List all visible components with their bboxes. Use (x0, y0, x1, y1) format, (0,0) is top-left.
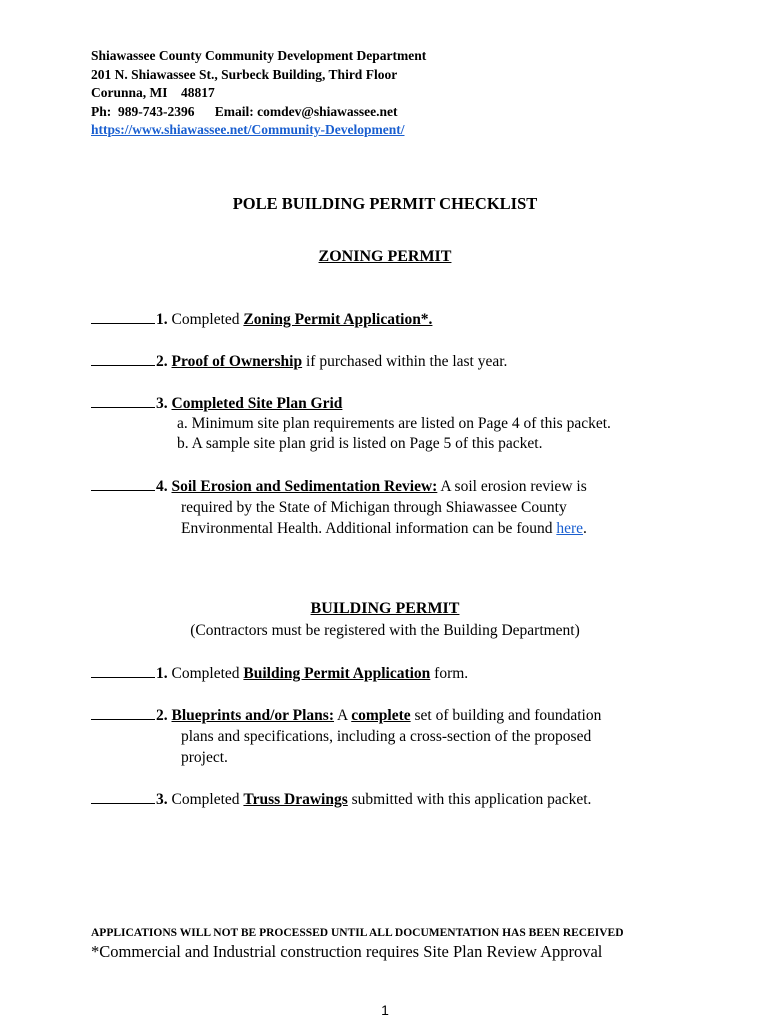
truss-drawings-link[interactable]: Truss Drawings (243, 791, 348, 808)
soil-erosion-line-3: Environmental Health. Additional information can be found here. (181, 520, 587, 537)
proof-of-ownership-link[interactable]: Proof of Ownership (171, 353, 303, 370)
soil-erosion-line-2: required by the State of Michigan through Shiawassee County (181, 499, 567, 516)
building-permit-heading: BUILDING PERMIT (310, 600, 460, 617)
street-address: 201 N. Shiawassee St., Surbeck Building, Third Floor (91, 66, 398, 82)
site-plan-grid-link[interactable]: Completed Site Plan Grid (171, 395, 343, 412)
phone-email: Ph: 989-743-2396 Email: comdev@shiawassee.net (91, 103, 398, 119)
building-permit-subheading: (Contractors must be registered with the Building Department) (190, 622, 580, 639)
zoning-permit-application-link[interactable]: Zoning Permit Application*. (243, 311, 433, 328)
site-plan-note-a: a. Minimum site plan requirements are listed on Page 4 of this packet. (177, 415, 611, 432)
commercial-footnote: *Commercial and Industrial construction requires Site Plan Review Approval (91, 942, 603, 961)
building-item-2: 2. Blueprints and/or Plans: A complete set of building and foundation (91, 705, 601, 726)
building-item-1: 1. Completed Building Permit Application form. (91, 663, 468, 684)
checkbox-blank-line[interactable] (91, 476, 155, 491)
processing-notice: APPLICATIONS WILL NOT BE PROCESSED UNTIL ALL DOCUMENTATION HAS BEEN RECEIVED (91, 927, 624, 939)
zoning-item-3: 3. Completed Site Plan Grid (91, 393, 342, 414)
department-header (91, 47, 426, 140)
checkbox-blank-line[interactable] (91, 663, 155, 678)
building-item-3: 3. Completed Truss Drawings submitted with this application packet. (91, 789, 591, 810)
checkbox-blank-line[interactable] (91, 393, 155, 408)
department-name: Shiawassee County Community Development Department (91, 48, 427, 63)
zoning-item-4: 4. Soil Erosion and Sedimentation Review: A soil erosion review is (91, 476, 587, 497)
checkbox-blank-line[interactable] (91, 705, 155, 720)
blueprints-line-2: plans and specifications, including a cross-section of the proposed (181, 728, 592, 745)
building-permit-application-link[interactable]: Building Permit Application (243, 665, 431, 682)
blueprints-line-3: project. (181, 749, 228, 766)
department-website-link[interactable]: https://www.shiawassee.net/Community-Development/ (91, 122, 405, 137)
checkbox-blank-line[interactable] (91, 309, 155, 324)
checkbox-blank-line[interactable] (91, 351, 155, 366)
city-state-zip: Corunna, MI 48817 (91, 85, 215, 100)
blueprints-plans-link[interactable]: Blueprints and/or Plans: (171, 707, 335, 724)
complete-emphasis: complete (351, 707, 411, 724)
soil-erosion-review-link[interactable]: Soil Erosion and Sedimentation Review: (171, 478, 438, 495)
checkbox-blank-line[interactable] (91, 789, 155, 804)
zoning-item-1: 1. Completed Zoning Permit Application*. (91, 309, 432, 330)
zoning-item-2: 2. Proof of Ownership if purchased within the last year. (91, 351, 507, 372)
site-plan-note-b: b. A sample site plan grid is listed on Page 5 of this packet. (177, 435, 543, 452)
soil-erosion-info-link[interactable]: here (556, 520, 584, 537)
page-number: 1 (381, 1002, 389, 1018)
page-title: POLE BUILDING PERMIT CHECKLIST (232, 194, 538, 213)
zoning-permit-heading: ZONING PERMIT (318, 248, 452, 265)
